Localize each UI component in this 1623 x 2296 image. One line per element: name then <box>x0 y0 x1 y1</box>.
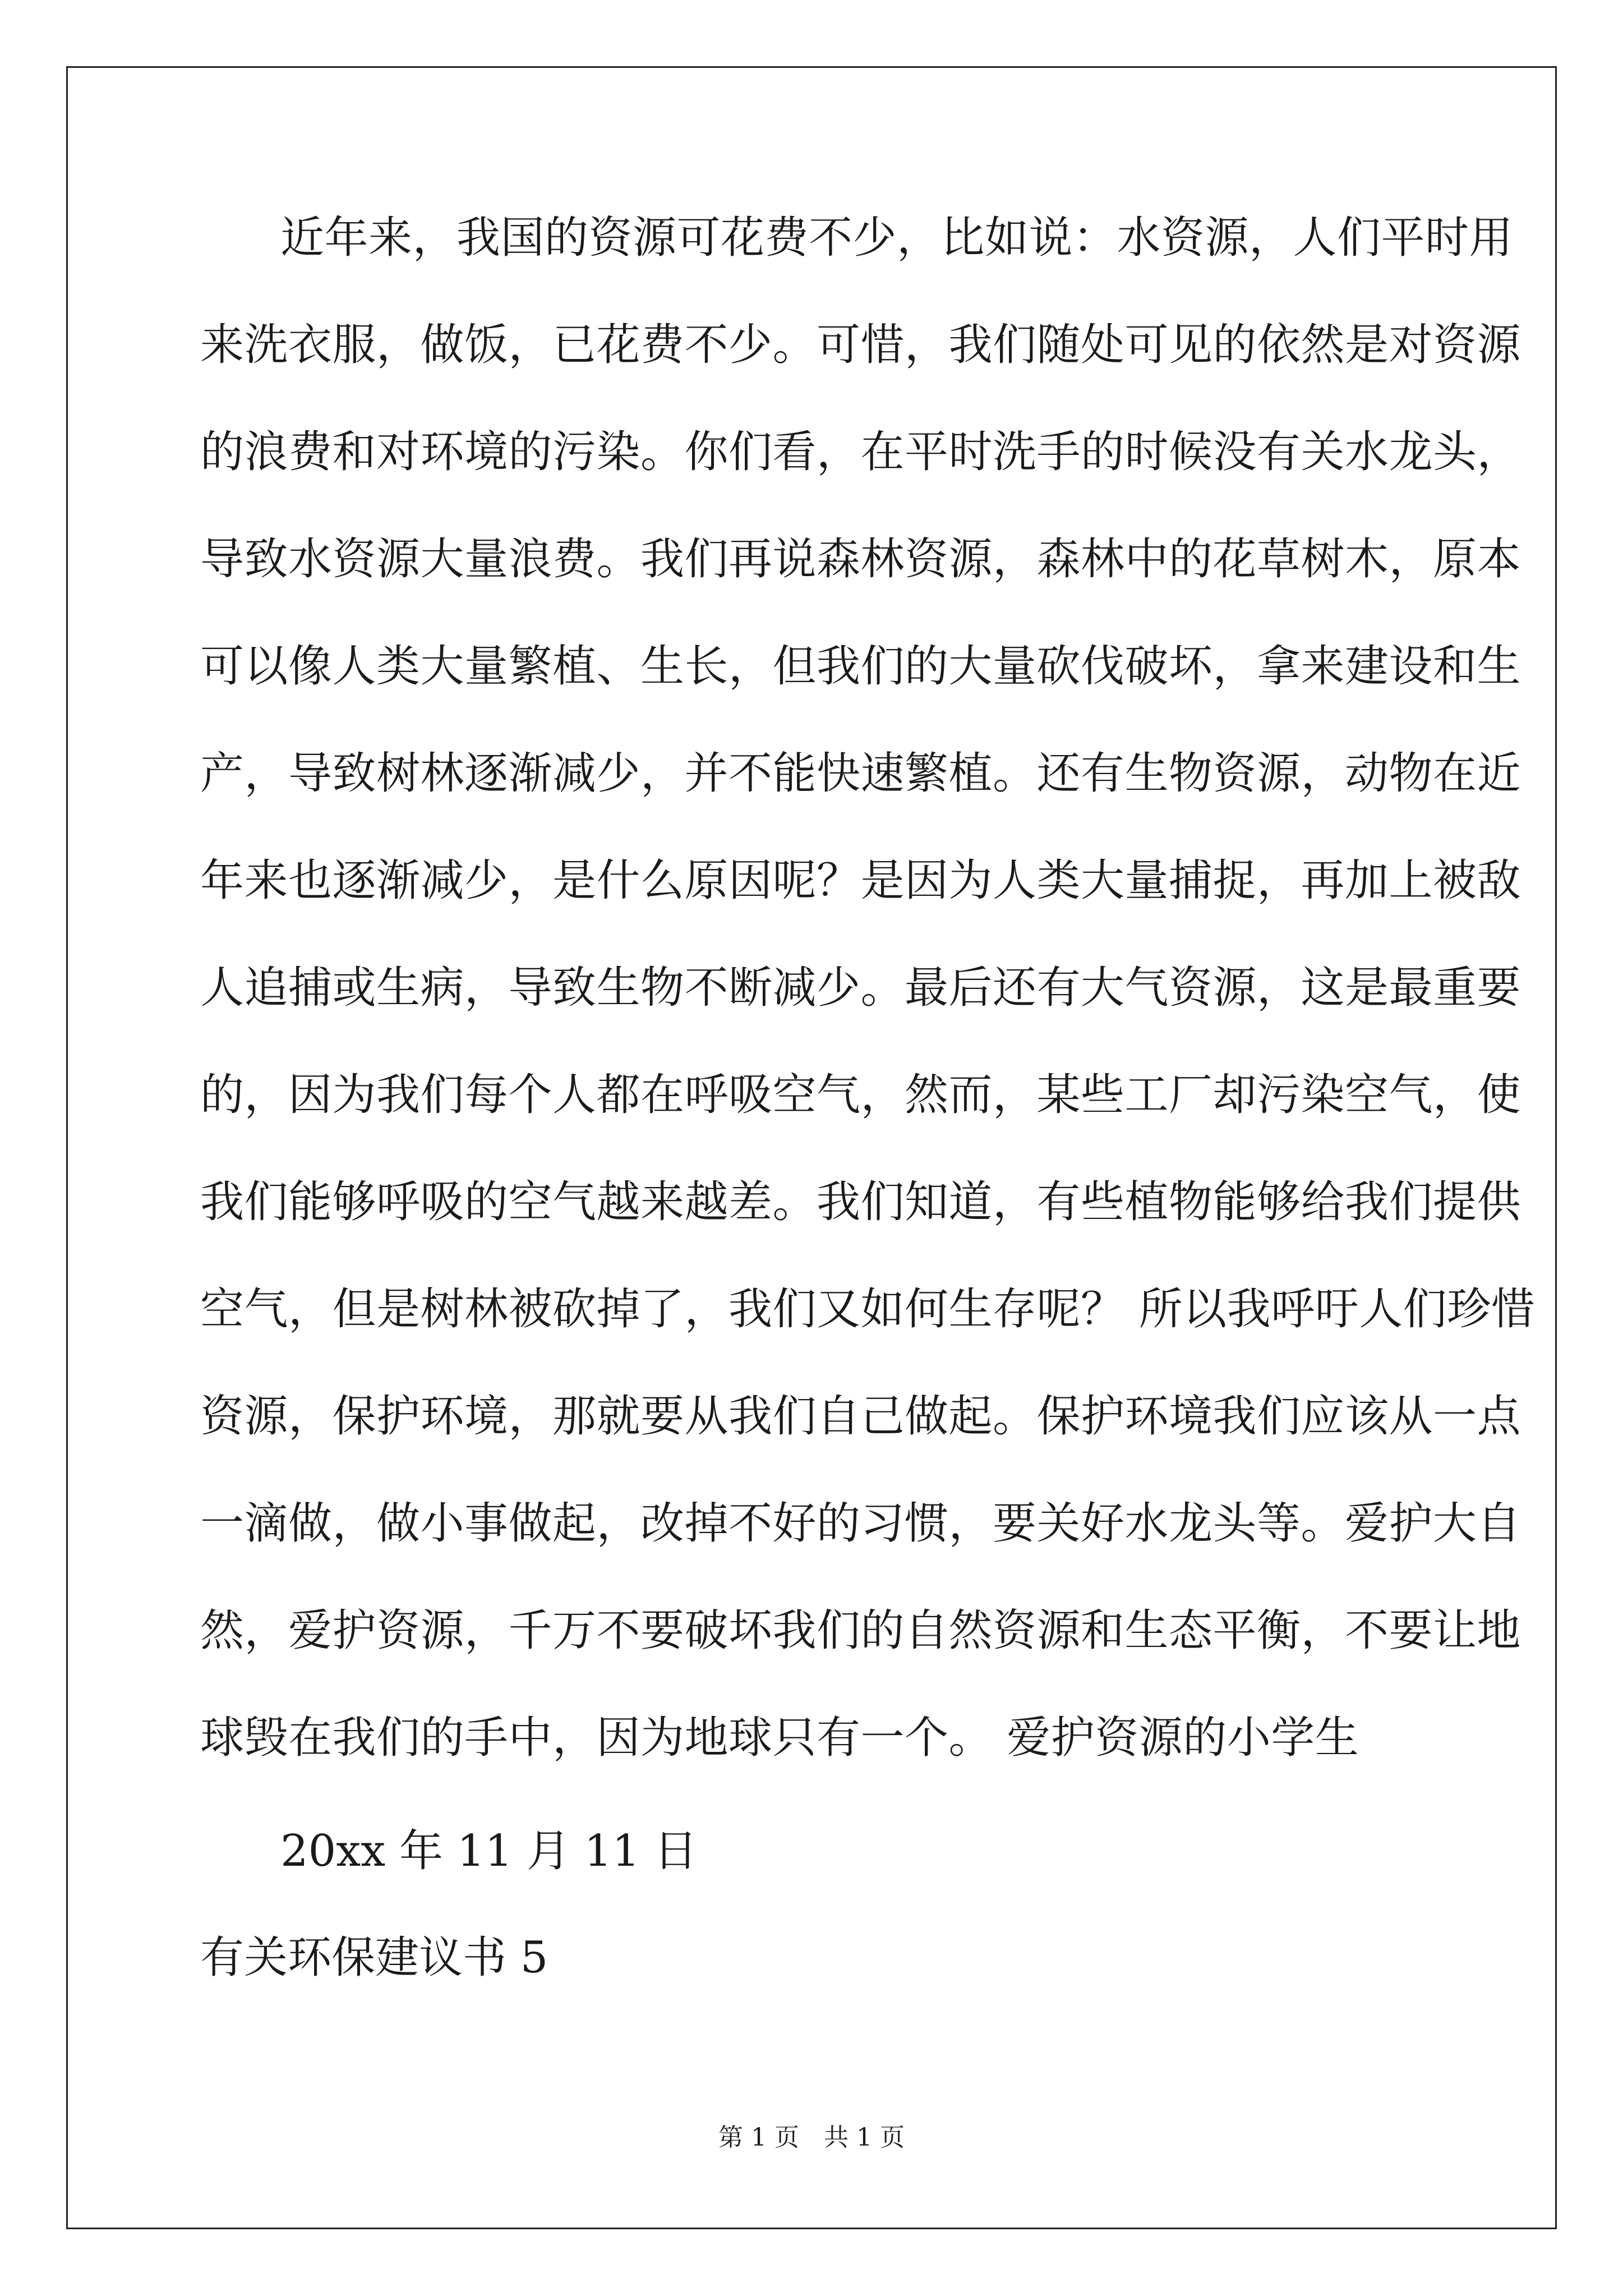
body-line: 可以像人类大量繁植、生长，但我们的大量砍伐破坏，拿来建设和生 <box>200 641 1521 692</box>
body-line: 来洗衣服，做饭，已花费不少。可惜，我们随处可见的依然是对资源 <box>200 320 1521 370</box>
body-line: 导致水资源大量浪费。我们再说森林资源，森林中的花草树木，原本 <box>200 534 1521 585</box>
body-line: 近年来，我国的资源可花费不少，比如说：水资源，人们平时用 <box>280 213 1514 263</box>
body-line: 的浪费和对环境的污染。你们看，在平时洗手的时候没有关水龙头， <box>200 427 1521 477</box>
body-line: 然，爱护资源，千万不要破坏我们的自然资源和生态平衡，不要让地 <box>200 1605 1521 1656</box>
page-footer: 第 1 页 共 1 页 <box>718 2123 905 2152</box>
body-line: 人追捕或生病，导致生物不断减少。最后还有大气资源，这是最重要 <box>200 963 1521 1013</box>
body-line: 我们能够呼吸的空气越来越差。我们知道，有些植物能够给我们提供 <box>200 1177 1521 1227</box>
body-line: 空气，但是树林被砍掉了，我们又如何生存呢？ 所以我呼吁人们珍惜 <box>200 1284 1536 1335</box>
body-line: 一滴做，做小事做起，改掉不好的习惯，要关好水龙头等。爱护大自 <box>200 1498 1521 1549</box>
letter-date: 20xx 年 11 月 11 日 <box>280 1826 698 1876</box>
letter-body <box>200 213 1536 1823</box>
body-line: 资源，保护环境，那就要从我们自己做起。保护环境我们应该从一点 <box>200 1391 1521 1442</box>
section-heading: 有关环保建议书 5 <box>200 1932 548 1983</box>
body-line: 球毁在我们的手中，因为地球只有一个。 爱护资源的小学生 <box>200 1713 1359 1763</box>
body-line: 产，导致树林逐渐减少，并不能快速繁植。还有生物资源，动物在近 <box>200 748 1521 799</box>
body-line: 的，因为我们每个人都在呼吸空气，然而，某些工厂却污染空气，使 <box>200 1070 1521 1120</box>
body-line: 年来也逐渐减少，是什么原因呢？是因为人类大量捕捉，再加上被敌 <box>200 855 1521 906</box>
